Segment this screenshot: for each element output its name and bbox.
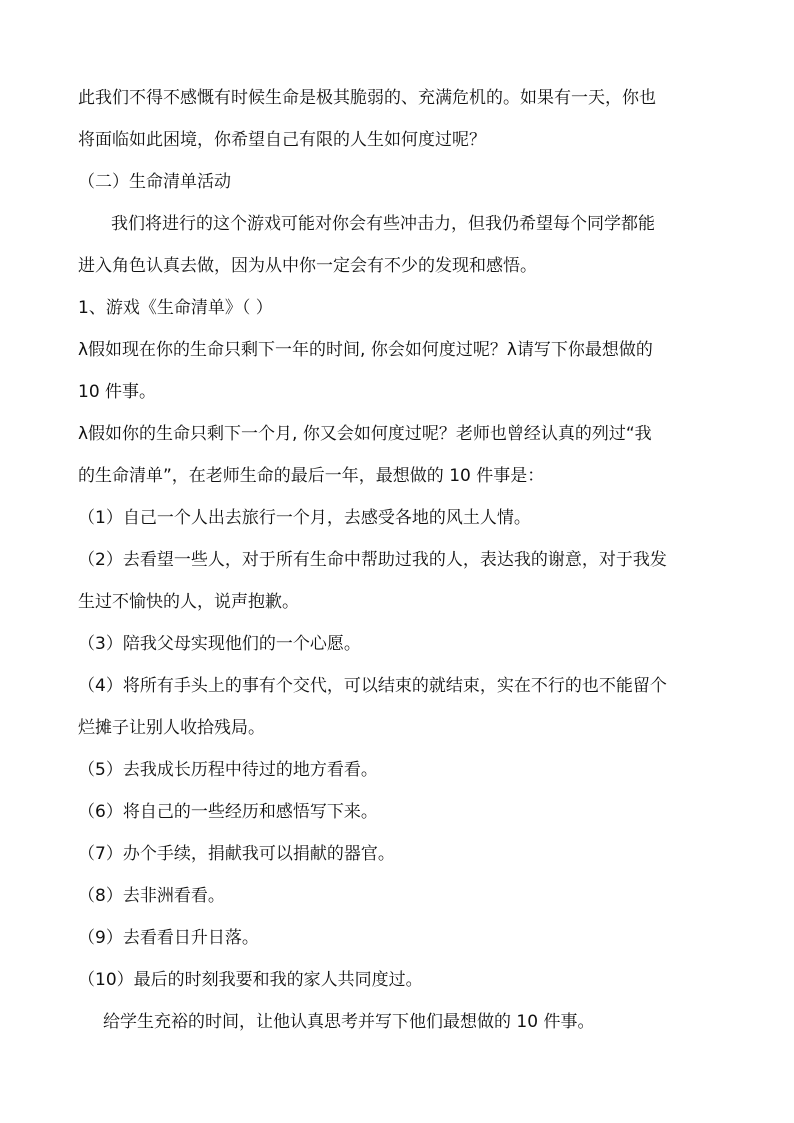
text-line: 给学生充裕的时间，让他认真思考并写下他们最想做的 10 件事。 (103, 1012, 595, 1032)
subsection-heading: 1、游戏《生命清单》（ ） (78, 298, 273, 318)
list-item: （9）去看看日升日落。 (78, 928, 259, 948)
text-line: 将面临如此困境，你希望自己有限的人生如何度过呢？ (78, 130, 486, 150)
list-item: （4）将所有手头上的事有个交代，可以结束的就结束，实在不行的也不能留个 (78, 676, 667, 696)
text-line: 10 件事。 (78, 382, 157, 402)
list-item: （10）最后的时刻我要和我的家人共同度过。 (78, 970, 423, 990)
list-item: （6）将自己的一些经历和感悟写下来。 (78, 802, 378, 822)
text-line: 进入角色认真去做，因为从中你一定会有不少的发现和感悟。 (78, 256, 537, 276)
list-item-continuation: 生过不愉快的人，说声抱歉。 (78, 592, 299, 612)
text-line: λ假如现在你的生命只剩下一年的时间, 你会如何度过呢？λ请写下你最想做的 (78, 340, 653, 360)
list-item: （8）去非洲看看。 (78, 886, 225, 906)
list-item: （1）自己一个人出去旅行一个月，去感受各地的风土人情。 (78, 508, 531, 528)
text-line: 我们将进行的这个游戏可能对你会有些冲击力，但我仍希望每个同学都能 (111, 214, 655, 234)
section-heading: （二）生命清单活动 (78, 172, 231, 192)
text-line: λ假如你的生命只剩下一个月, 你又会如何度过呢？老师也曾经认真的列过“我 (78, 424, 652, 444)
list-item-continuation: 烂摊子让别人收拾残局。 (78, 718, 265, 738)
list-item: （2）去看望一些人，对于所有生命中帮助过我的人，表达我的谢意，对于我发 (78, 550, 667, 570)
list-item: （5）去我成长历程中待过的地方看看。 (78, 760, 378, 780)
list-item: （7）办个手续，捐献我可以捐献的器官。 (78, 844, 395, 864)
text-line: 此我们不得不感慨有时候生命是极其脆弱的、充满危机的。如果有一天，你也 (78, 88, 656, 108)
list-item: （3）陪我父母实现他们的一个心愿。 (78, 634, 361, 654)
text-line: 的生命清单”，在老师生命的最后一年，最想做的 10 件事是： (78, 466, 545, 486)
